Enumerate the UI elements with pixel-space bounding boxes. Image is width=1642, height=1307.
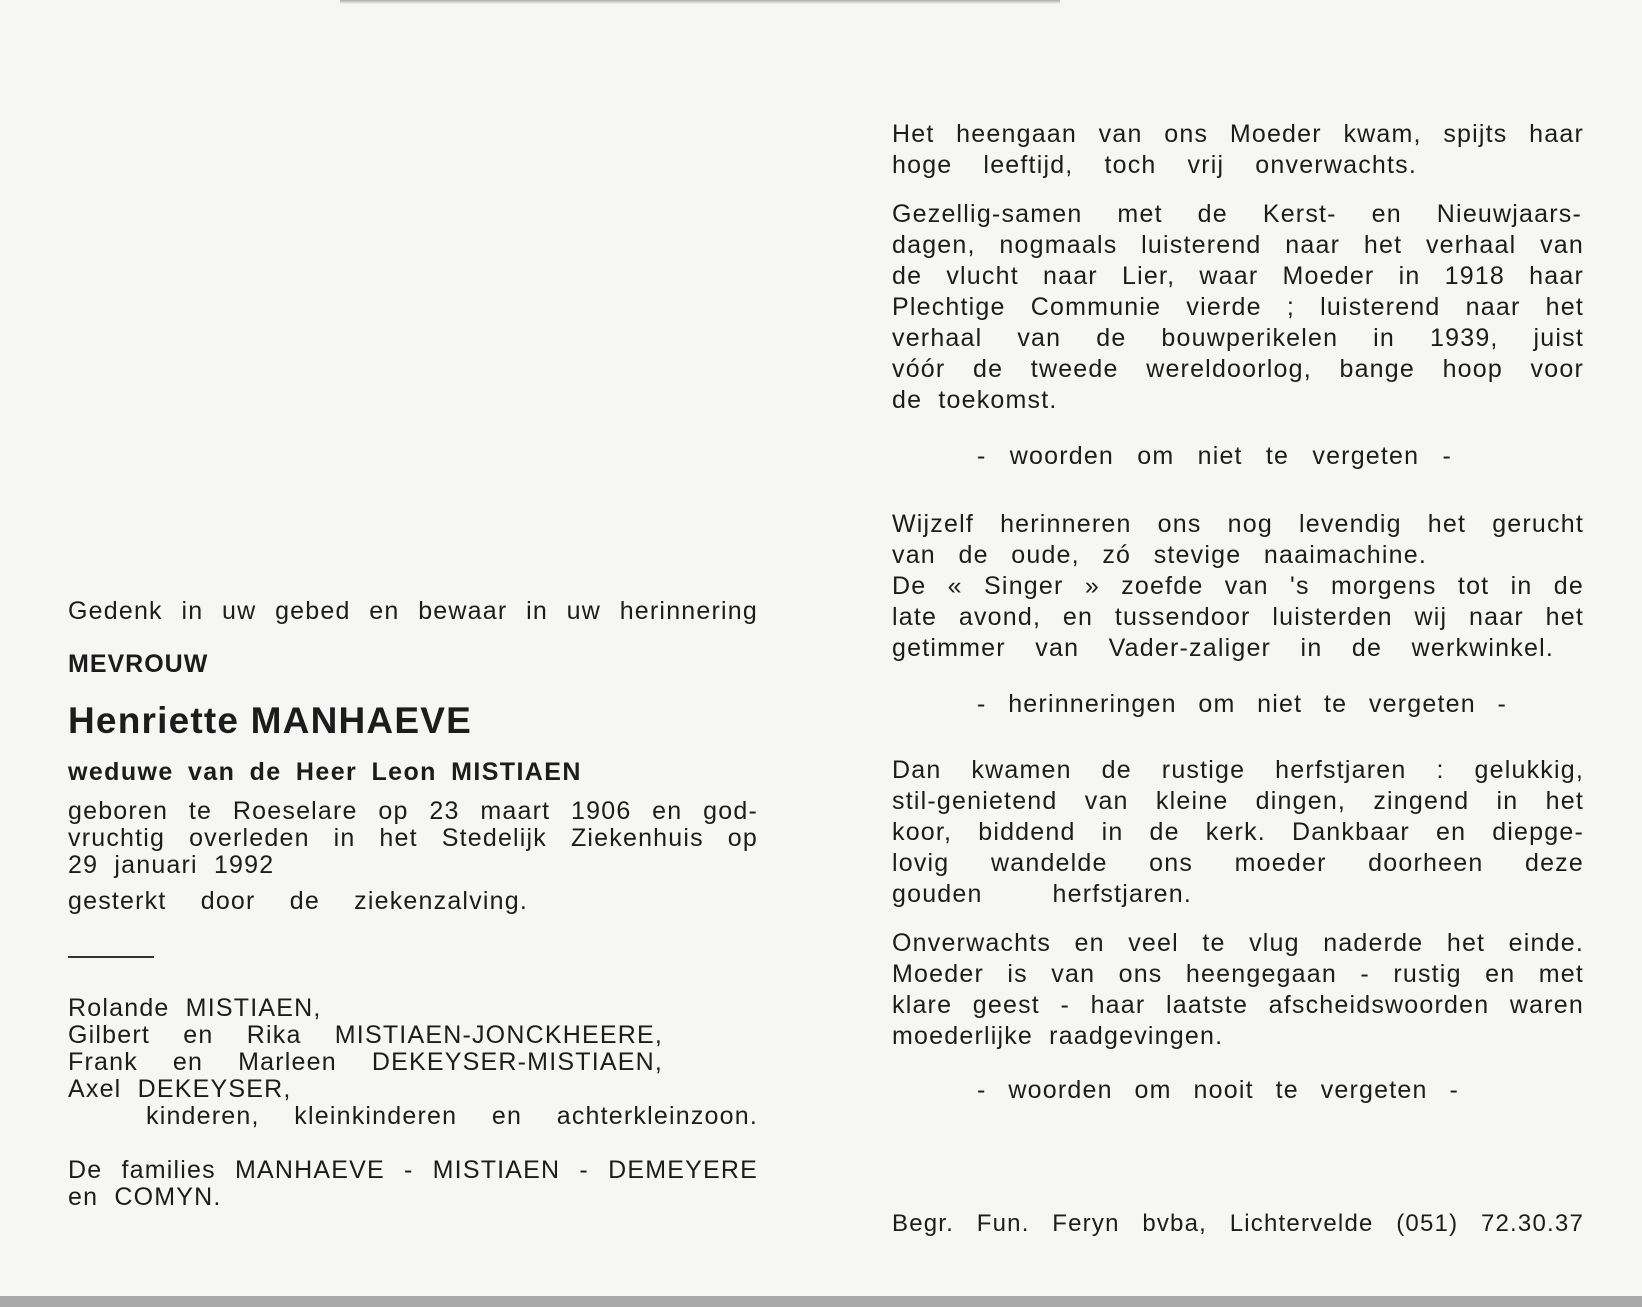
- deceased-name: Henriette MANHAEVE: [68, 700, 472, 741]
- undertaker-line: Begr. Fun. Feryn bvba, Lichtervelde (051) 72.30.37: [892, 1210, 1584, 1237]
- para3-line-5: getimmer van Vader-zaliger in de werkwinkel.: [892, 634, 1554, 662]
- para2-line-1: Gezellig-samen met de Kerst- en Nieuwjaars-: [892, 200, 1582, 228]
- widow-of: weduwe van de Heer Leon MISTIAEN: [68, 758, 582, 786]
- strengthened-text: gesterkt door de ziekenzalving.: [68, 887, 528, 915]
- family-line-4: Axel DEKEYSER,: [68, 1075, 292, 1103]
- family-list: [68, 995, 758, 1130]
- paragraph-5: [892, 928, 1584, 1052]
- para3-line-4: late avond, en tussendoor luisterden wij naar het: [892, 603, 1584, 631]
- birth-line-3: 29 januari 1992: [68, 851, 275, 879]
- para3-line-1: Wijzelf herinneren ons nog levendig het gerucht: [892, 510, 1584, 538]
- para5-line-2: Moeder is van ons heengegaan - rustig en met: [892, 960, 1584, 988]
- refrain-1: - woorden om niet te vergeten -: [977, 442, 1452, 470]
- para4-line-4: lovig wandelde ons moeder doorheen deze: [892, 849, 1584, 877]
- families-line-2: en COMYN.: [68, 1183, 222, 1211]
- para3-line-3: De « Singer » zoefde van 's morgens tot in de: [892, 572, 1584, 600]
- family-line-3: Frank en Marleen DEKEYSER-MISTIAEN,: [68, 1048, 663, 1076]
- paragraph-1: [892, 119, 1584, 181]
- intro-text: Gedenk in uw gebed en bewaar in uw herinnering: [68, 597, 758, 625]
- birth-death-text: [68, 798, 758, 879]
- para1-line-2: hoge leeftijd, toch vrij onverwachts.: [892, 151, 1417, 179]
- para1-line-1: Het heengaan van ons Moeder kwam, spijts haar: [892, 120, 1584, 148]
- para5-line-3: klare geest - haar laatste afscheidswoorden waren: [892, 991, 1584, 1019]
- salutation: MEVROUW: [68, 650, 209, 678]
- paragraph-2: [892, 199, 1584, 416]
- para4-line-2: stil-genietend van kleine dingen, zingend in het: [892, 787, 1584, 815]
- para5-line-1: Onverwachts en veel te vlug naderde het einde.: [892, 929, 1584, 957]
- para2-line-5: verhaal van de bouwperikelen in 1939, juist: [892, 324, 1584, 352]
- children-line: kinderen, kleinkinderen en achterkleinzoon.: [146, 1102, 758, 1130]
- para4-line-1: Dan kwamen de rustige herfstjaren : gelukkig,: [892, 756, 1584, 784]
- paragraph-3: [892, 509, 1584, 664]
- para4-line-5: gouden herfstjaren.: [892, 880, 1192, 908]
- para2-line-3: de vlucht naar Lier, waar Moeder in 1918 haar: [892, 262, 1584, 290]
- para2-line-7: de toekomst.: [892, 386, 1058, 414]
- para5-line-4: moederlijke raadgevingen.: [892, 1022, 1224, 1050]
- family-line-1: Rolande MISTIAEN,: [68, 994, 322, 1022]
- paragraph-4: [892, 755, 1584, 910]
- family-line-2: Gilbert en Rika MISTIAEN-JONCKHEERE,: [68, 1021, 663, 1049]
- para2-line-2: dagen, nogmaals luisterend naar het verhaal van: [892, 231, 1584, 259]
- para2-line-4: Plechtige Communie vierde ; luisterend naar het: [892, 293, 1584, 321]
- families-line-1: De families MANHAEVE - MISTIAEN - DEMEYERE: [68, 1156, 758, 1184]
- refrain-2: - herinneringen om niet te vergeten -: [977, 690, 1507, 718]
- birth-line-1: geboren te Roeselare op 23 maart 1906 en god-: [68, 797, 758, 825]
- scan-shadow: [340, 0, 1060, 4]
- para2-line-6: vóór de tweede wereldoorlog, bange hoop voor: [892, 355, 1584, 383]
- divider-line: [68, 956, 154, 958]
- para3-line-2: van de oude, zó stevige naaimachine.: [892, 541, 1427, 569]
- refrain-3: - woorden om nooit te vergeten -: [977, 1076, 1459, 1104]
- birth-line-2: vruchtig overleden in het Stedelijk Ziekenhuis op: [68, 824, 758, 852]
- para4-line-3: koor, biddend in de kerk. Dankbaar en diepge-: [892, 818, 1584, 846]
- families-text: [68, 1157, 758, 1211]
